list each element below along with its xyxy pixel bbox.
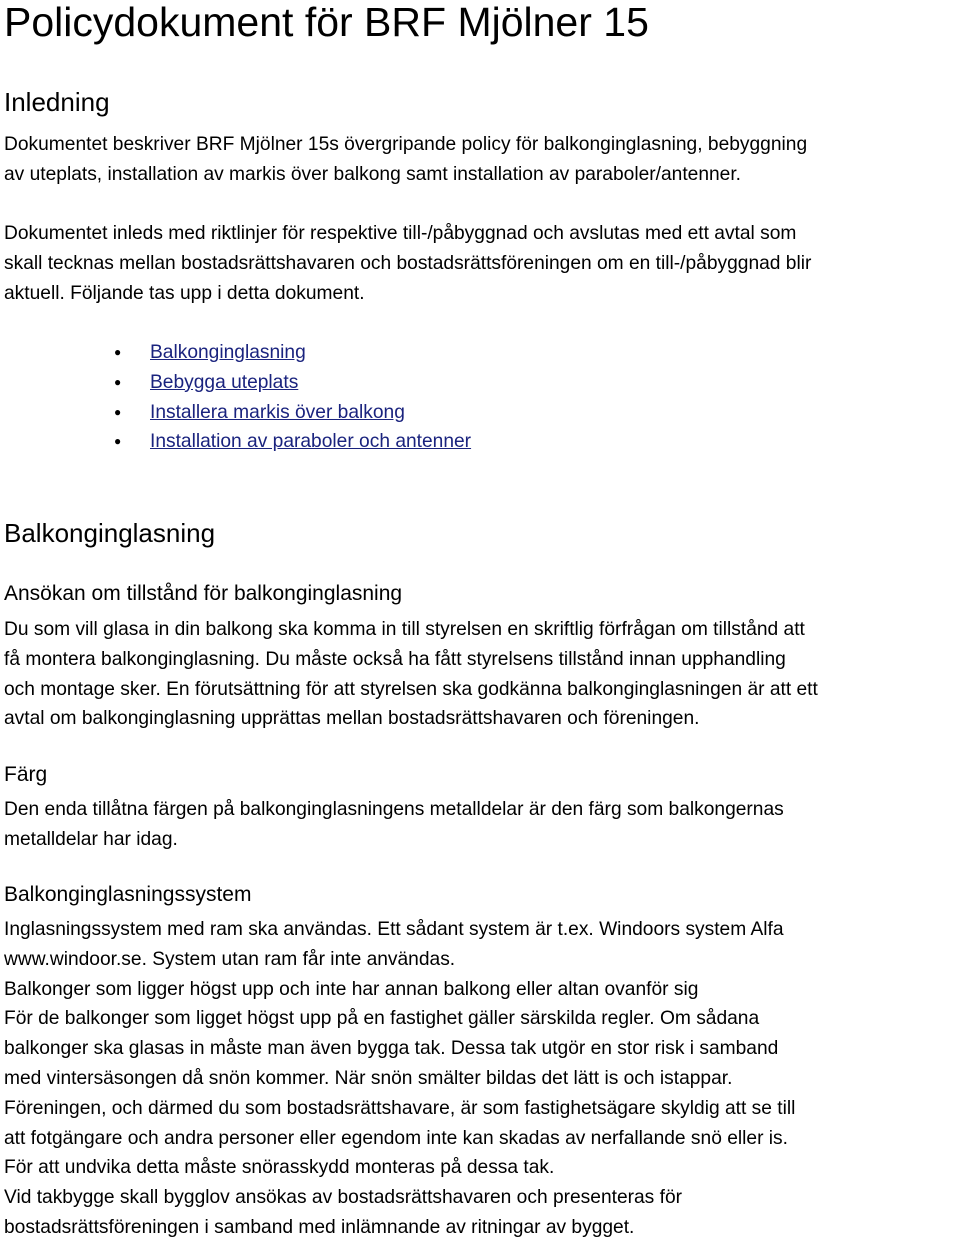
table-of-contents [4,338,958,457]
text-line: skall tecknas mellan bostadsrättshavaren och bostadsrättsföreningen om en till-/påbyggnad blir [4,252,812,274]
text-line: att fotgängare och andra personer eller egendom inte kan skadas av nerfallande snö eller is. [4,1127,788,1149]
text-line: och montage sker. En förutsättning för att styrelsen ska godkänna balkonginglasningen är att ett [4,678,818,700]
text-line: Dokumentet beskriver BRF Mjölner 15s övergripande policy för balkonginglasning, bebyggning [4,134,808,155]
text-line: Inglasningssystem med ram ska användas. Ett sådant system är t.ex. Windoors system Alfa [4,919,784,940]
intro-paragraph-2 [4,219,958,308]
text-line: balkonger ska glasas in måste man även bygga tak. Dessa tak utgör en stor risk i samband [4,1038,779,1060]
text-line: Föreningen, och därmed du som bostadsrättshavare, är som fastighetsägare skyldig att se till [4,1097,796,1119]
text-line: www.windoor.se. System utan ram får inte användas. [4,948,456,970]
text-line: Balkonger som ligger högst upp och inte har annan balkong eller altan ovanför sig [4,978,699,1000]
text-line: Den enda tillåtna färgen på balkonginglasningens metalldelar är den färg som balkongernas [4,799,784,820]
text-line: För att undvika detta måste snörasskydd monteras på dessa tak. [4,1157,555,1179]
ansokan-paragraph [4,615,958,734]
heading-system: Balkonginglasningssystem [4,883,252,906]
document-title: Policydokument för BRF Mjölner 15 [4,0,649,45]
toc-item [4,338,958,368]
bullet-icon: ● [114,404,122,419]
text-line: med vintersäsongen då snön kommer. När snön smälter bildas det lätt is och istappar. [4,1067,733,1089]
intro-paragraph-1 [4,130,958,190]
toc-link-balkonginglasning[interactable]: Balkonginglasning [150,342,306,363]
farg-paragraph [4,795,958,855]
toc-item [4,427,958,457]
toc-link-paraboler[interactable]: Installation av paraboler och antenner [150,431,472,453]
text-line: av uteplats, installation av markis över balkong samt installation av paraboler/antenner. [4,163,741,185]
heading-balkonginglasning: Balkonginglasning [4,518,216,548]
text-line: aktuell. Följande tas upp i detta dokument. [4,282,365,304]
text-line: bostadsrättsföreningen i samband med inlämnande av ritningar av bygget. [4,1216,635,1238]
heading-ansokan: Ansökan om tillstånd för balkonginglasning [4,582,403,605]
text-line: avtal om balkonginglasning upprättas mellan bostadsrättshavaren och föreningen. [4,708,700,730]
system-paragraph [4,915,958,1243]
text-line: För de balkonger som ligget högst upp på en fastighet gäller särskilda regler. Om sådana [4,1008,760,1030]
text-line: metalldelar har idag. [4,828,178,850]
toc-item [4,398,958,428]
text-line: få montera balkonginglasning. Du måste också ha fått styrelsens tillstånd innan upphandling [4,648,786,670]
heading-inledning: Inledning [4,87,110,117]
text-line: Vid takbygge skall bygglov ansökas av bostadsrättshavaren och presenteras för [4,1187,682,1209]
toc-link-markis[interactable]: Installera markis över balkong [150,401,405,423]
heading-farg: Färg [4,763,48,786]
toc-link-bebygga-uteplats[interactable]: Bebygga uteplats [150,371,299,393]
text-line: Du som vill glasa in din balkong ska komma in till styrelsen en skriftlig förfrågan om tillstånd att [4,619,805,640]
bullet-icon: ● [114,374,122,389]
text-line: Dokumentet inleds med riktlinjer för respektive till-/påbyggnad och avslutas med ett avtal som [4,223,797,244]
bullet-icon: ● [114,345,122,359]
toc-item [4,368,958,398]
bullet-icon: ● [114,434,122,449]
